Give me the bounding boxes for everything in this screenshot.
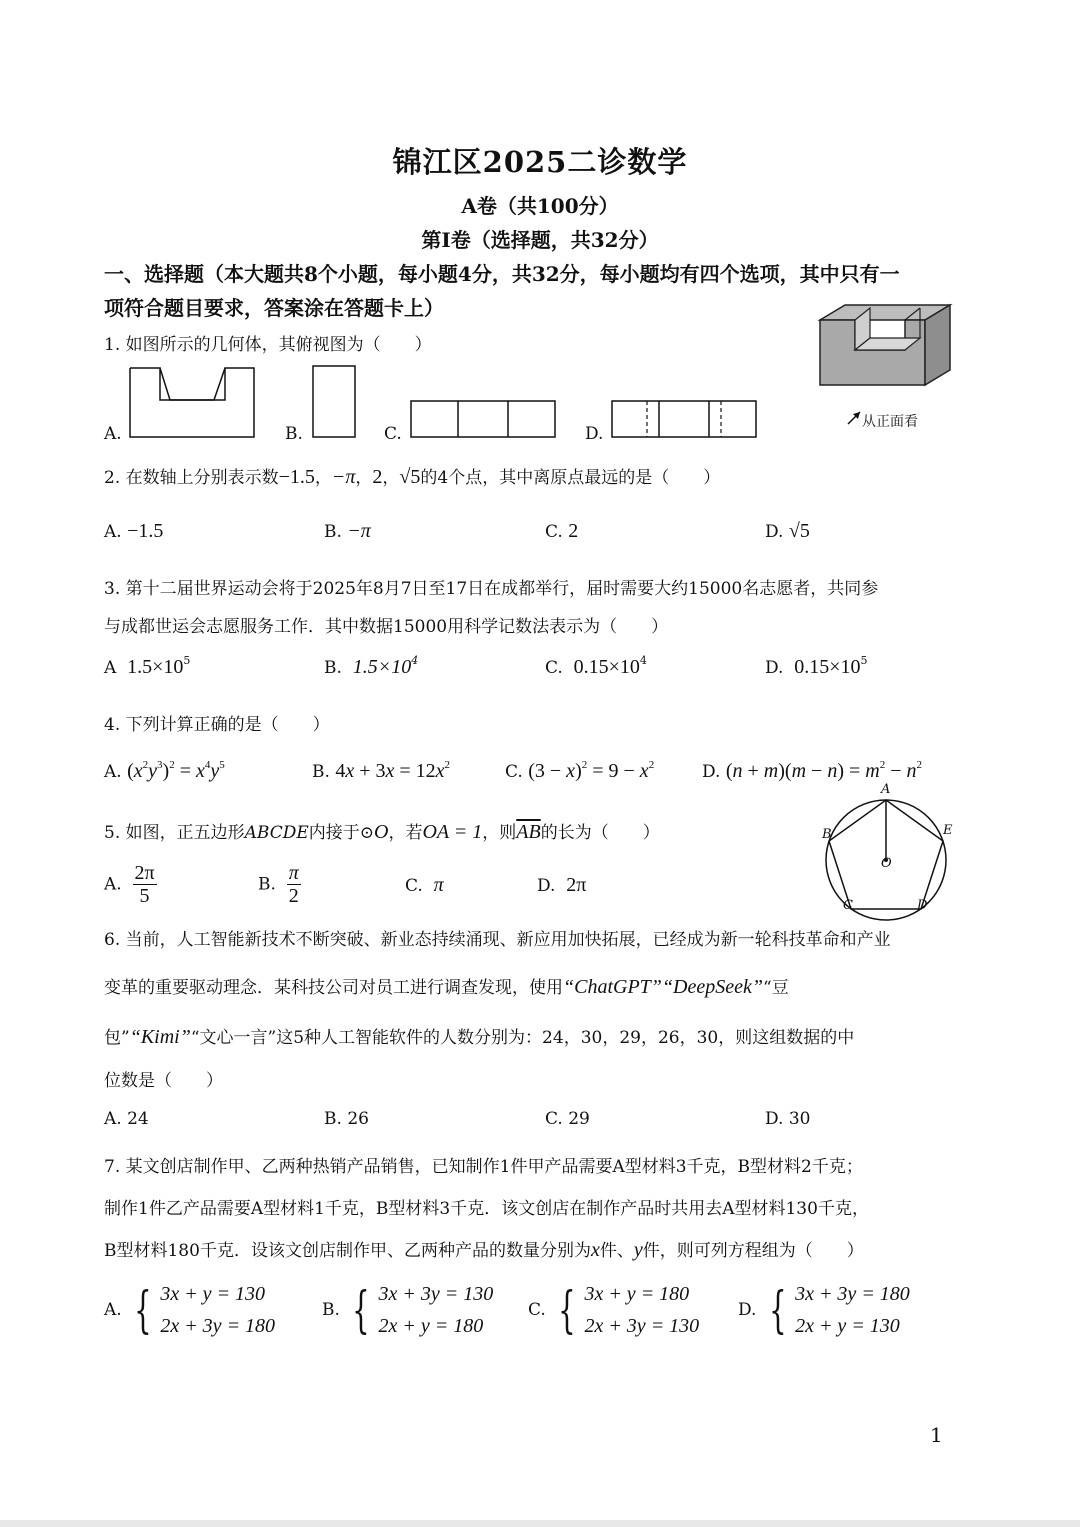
- q3-option-b: B. $1.5\times 10^4$: [324, 654, 419, 678]
- q5-option-d: D. 2π: [537, 874, 587, 896]
- q1-option-c-label: C.: [384, 424, 402, 444]
- q6-line4: 位数是（ ）: [104, 1071, 223, 1091]
- label-d: D: [917, 898, 928, 913]
- q1-stem: 1. 如图所示的几何体，其俯视图为（ ）: [104, 335, 432, 355]
- q4-option-d: D. $(n + m)(m - n) = m^2 - n^2$: [702, 759, 922, 782]
- label-e: E: [943, 823, 953, 838]
- q1-option-a-notch: [130, 368, 256, 440]
- section1-heading-line2: 项符合题目要求，答案涂在答题卡上）: [104, 296, 444, 320]
- q1-figure-caption: 从正面看: [862, 414, 918, 430]
- q1-option-a-label: A.: [104, 424, 122, 444]
- q1-option-d-figure: [611, 400, 759, 440]
- q3-option-a: A $1.5\times 10^5$: [104, 654, 191, 678]
- q5-option-b: B. $\frac{\pi}{2}$: [258, 862, 299, 907]
- paper-a-heading: A卷（共100分）: [461, 194, 619, 218]
- label-c: C: [843, 898, 853, 913]
- q5-pentagon-figure: [818, 780, 968, 920]
- q4-option-c: C. $(3 - x)^2 = 9 - x^2$: [505, 759, 655, 782]
- q1-option-c-figure: [410, 400, 558, 440]
- q7-option-a: A. { 3x + y = 130 2x + 3y = 180: [104, 1281, 276, 1339]
- q4-stem: 4. 下列计算正确的是（ ）: [104, 715, 330, 735]
- q2-option-d: D. √5: [765, 520, 810, 542]
- q2-option-b: B. −π: [324, 520, 371, 542]
- q7-line3: B型材料180千克．设该文创店制作甲、乙两种产品的数量分别为x件、y件，则可列方程组为（ ）: [104, 1239, 864, 1261]
- q2-option-c: C. 2: [545, 520, 579, 542]
- q1-option-b-figure: [312, 365, 358, 440]
- q7-option-b: B. { 3x + 3y = 130 2x + y = 180: [322, 1281, 494, 1339]
- page-number: 1: [930, 1423, 943, 1447]
- q6-line3: 包”“Kimi”“文心一言”这5种人工智能软件的人数分别为：24，30，29，26，30，则这组数据的中: [104, 1026, 855, 1048]
- q6-line2: 变革的重要驱动理念．某科技公司对员工进行调查发现，使用“ChatGPT”“DeepSeek”“豆: [104, 976, 789, 998]
- q4-option-b: B. $4x + 3x = 12x^2$: [312, 759, 451, 782]
- q6-option-b: B. 26: [324, 1109, 369, 1129]
- q1-option-b-label: B.: [285, 424, 303, 444]
- page-bottom-edge: [0, 1520, 1080, 1527]
- q7-line1: 7. 某文创店制作甲、乙两种热销产品销售，已知制作1件甲产品需要A型材料3千克，B型材料2千克；: [104, 1157, 863, 1177]
- label-a: A: [881, 782, 891, 797]
- q3-line2: 与成都世运会志愿服务工作．其中数据15000用科学记数法表示为（ ）: [104, 617, 669, 637]
- q5-option-a: A. $\frac{2\pi}{5}$: [104, 862, 155, 907]
- q2-option-a: A. −1.5: [104, 520, 164, 542]
- q6-line1: 6. 当前，人工智能新技术不断突破、新业态持续涌现、新应用加快拓展，已经成为新一轮科技革命和产业: [104, 930, 891, 950]
- q7-line2: 制作1件乙产品需要A型材料1千克，B型材料3千克．该文创店在制作产品时共用去A型材料130千克，: [104, 1199, 869, 1219]
- exam-title: 锦江区2025二诊数学: [392, 145, 688, 179]
- q3-line1: 3. 第十二届世界运动会将于2025年8月7日至17日在成都举行，届时需要大约15000名志愿者，共同参: [104, 579, 879, 599]
- q7-option-c: C. { 3x + y = 180 2x + 3y = 130: [528, 1281, 700, 1339]
- q5-option-c: C. π: [405, 874, 444, 896]
- label-b: B: [822, 827, 832, 842]
- q5-stem: 5. 如图，正五边形ABCDE内接于⊙O，若OA = 1，则$\overline{AB}$的长为（ ）: [104, 821, 660, 843]
- q1-option-d-label: D.: [585, 424, 604, 444]
- q3-option-c: C. $0.15\times 10^4$: [545, 654, 647, 678]
- q3-option-d: D. $0.15\times 10^5$: [765, 654, 868, 678]
- q6-option-a: A. 24: [104, 1109, 149, 1129]
- q7-option-d: D. { 3x + 3y = 180 2x + y = 130: [738, 1281, 910, 1339]
- q2-stem: 2. 在数轴上分别表示数−1.5，−π，2，√5的4个点，其中离原点最远的是（ ）: [104, 466, 721, 488]
- part1-heading: 第I卷（选择题，共32分）: [421, 228, 659, 252]
- label-o: O: [881, 856, 892, 871]
- q4-option-a: A. $(x^2y^3)^2 = x^4y^5$: [104, 759, 225, 782]
- q6-option-c: C. 29: [545, 1109, 590, 1129]
- section1-heading-line1: 一、选择题（本大题共8个小题，每小题4分，共32分，每小题均有四个选项，其中只有一: [104, 262, 900, 286]
- q6-option-d: D. 30: [765, 1109, 811, 1129]
